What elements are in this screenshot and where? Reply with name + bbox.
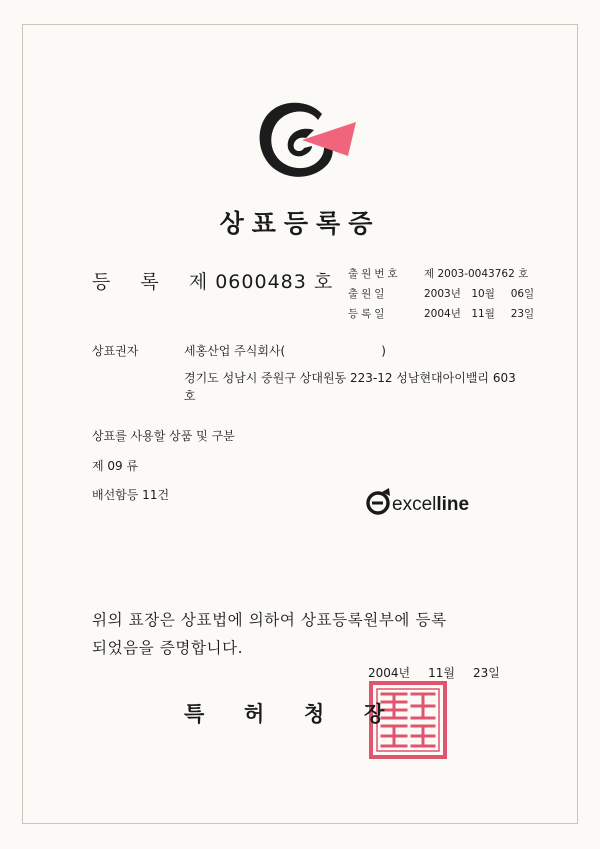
application-day: 06일 [510, 288, 535, 300]
logo-text-light: excel [392, 494, 437, 515]
office-char-1: 특 [184, 702, 206, 726]
registration-number-line [92, 267, 333, 294]
office-char-4: 장 [364, 702, 386, 726]
application-year: 2003년 [424, 288, 461, 300]
goods-class: 제 09 류 [92, 459, 139, 473]
issue-date [368, 664, 500, 681]
registration-meta [348, 264, 534, 324]
issue-year: 2004년 [368, 666, 411, 680]
holder-address: 경기도 성남시 중원구 상대원동 223-12 성남현대아이밸리 603호 [184, 371, 516, 403]
registration-label-2: 록 [140, 271, 160, 293]
svg-text:excelline [392, 494, 469, 515]
statement-line-1: 위의 표장은 상표법에 의하여 상표등록원부에 등록 [92, 611, 447, 629]
application-date-value [424, 284, 534, 304]
registration-date-label: 등록일 [348, 308, 388, 320]
logo-text-bold: line [436, 494, 470, 515]
application-number-row [348, 264, 534, 284]
registration-suffix: 호 [313, 271, 334, 293]
issue-day: 23일 [473, 666, 500, 680]
application-number-value: 제 2003-0043762 호 [424, 268, 529, 280]
issue-month: 11월 [428, 666, 456, 680]
registration-label-1: 등 [92, 271, 112, 293]
goods-items: 배선함등 11건 [92, 488, 170, 502]
holder-name [184, 342, 386, 359]
registration-label-3: 제 [188, 271, 209, 293]
goods-title: 상표를 사용할 상품 및 구분 [92, 429, 235, 443]
document-title: 상표등록증 [219, 209, 381, 238]
issuing-office [184, 698, 424, 728]
registration-day: 23일 [510, 308, 535, 320]
application-month: 10월 [471, 288, 495, 300]
application-date-row [348, 284, 534, 304]
registration-date-value [424, 304, 534, 324]
registration-month: 11월 [471, 308, 495, 320]
registration-date-row [348, 304, 534, 324]
office-char-3: 청 [304, 702, 326, 726]
holder-name-text: 세홍산업 주식회사( [184, 344, 286, 358]
office-char-2: 허 [244, 702, 266, 726]
application-date-label: 출원일 [348, 288, 388, 300]
holder-name-close: ) [381, 344, 386, 358]
application-number-label: 출원번호 [348, 268, 401, 280]
statement-line-2: 되었음을 증명합니다. [92, 639, 244, 657]
registration-year: 2004년 [424, 308, 461, 320]
registration-number: 0600483 [215, 271, 307, 293]
excelline-logo-icon [366, 488, 500, 518]
korean-ip-office-emblem-icon [252, 96, 358, 182]
certification-statement [92, 606, 542, 662]
holder-label: 상표권자 [92, 344, 139, 358]
